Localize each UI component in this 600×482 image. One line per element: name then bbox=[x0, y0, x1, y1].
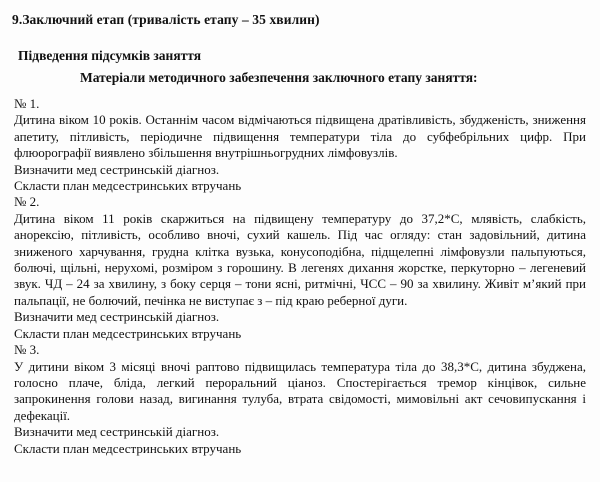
case-label: № 2. bbox=[14, 194, 40, 210]
page-title: 9.Заключний етап (тривалість етапу – 35 хвилин) bbox=[12, 12, 320, 27]
case-description: Дитина віком 10 років. Останнім часом відмічаються підвищена дратівливість, збудженість, зниження апетиту, пітливість, періодичне підвищення температури тіла до субфебрільних цифр. При флюорографії виявлено збільшення внутрішньогрудних лімфовузлів. bbox=[14, 112, 586, 161]
case-block bbox=[14, 342, 586, 457]
task-plan: Скласти план медсестринських втручань bbox=[14, 325, 242, 341]
case-block bbox=[14, 86, 586, 194]
section-heading-summary: Підведення підсумків заняття bbox=[18, 48, 202, 63]
section-heading-materials: Матеріали методичного забезпечення заключного етапу заняття: bbox=[80, 70, 478, 85]
task-diagnosis: Визначити мед сестринській діагноз. bbox=[14, 161, 220, 177]
case-label: № 1. bbox=[14, 96, 40, 111]
task-plan: Скласти план медсестринських втручань bbox=[14, 440, 242, 456]
cases-container bbox=[0, 86, 600, 457]
case-description: У дитини віком 3 місяці вночі раптово підвищилась температура тіла до 38,3*С, дитина збуджена, голосно плаче, бліда, легкий пероральний ціаноз. Спостерігається тремор кінцівок, сильне запрокинення голови назад, вигинання тулуба, втрата свідомості, мимовільні акт сечовипускання і дефекації. bbox=[14, 358, 586, 423]
task-diagnosis: Визначити мед сестринській діагноз. bbox=[14, 309, 220, 325]
case-label: № 3. bbox=[14, 342, 40, 358]
task-plan: Скласти план медсестринських втручань bbox=[14, 178, 242, 194]
task-diagnosis: Визначити мед сестринській діагноз. bbox=[14, 424, 220, 440]
case-block bbox=[14, 194, 586, 342]
case-description: Дитина віком 11 років скаржиться на підвищену температуру до 37,2*С, млявість, слабкість, анорексію, пітливість, особливо вночі, сухий кашель. Під час огляду: стан задовільний, дитина зниженого харчування, грудна клітка вузька, конусоподібна, підщелепні лімфовузли пальпуються, болючі, щільні, нерухомі, розміром з горошину. В легенях дихання жорстке, перкуторно – легеневий звук. ЧД – 24 за хвилину, з боку серця – тони ясні, ритмічні, ЧСС – 90 за хвилину. Живіт м’який при пальпації, не болючий, печінка не виступає з – під краю реберної дуги. bbox=[14, 210, 586, 308]
